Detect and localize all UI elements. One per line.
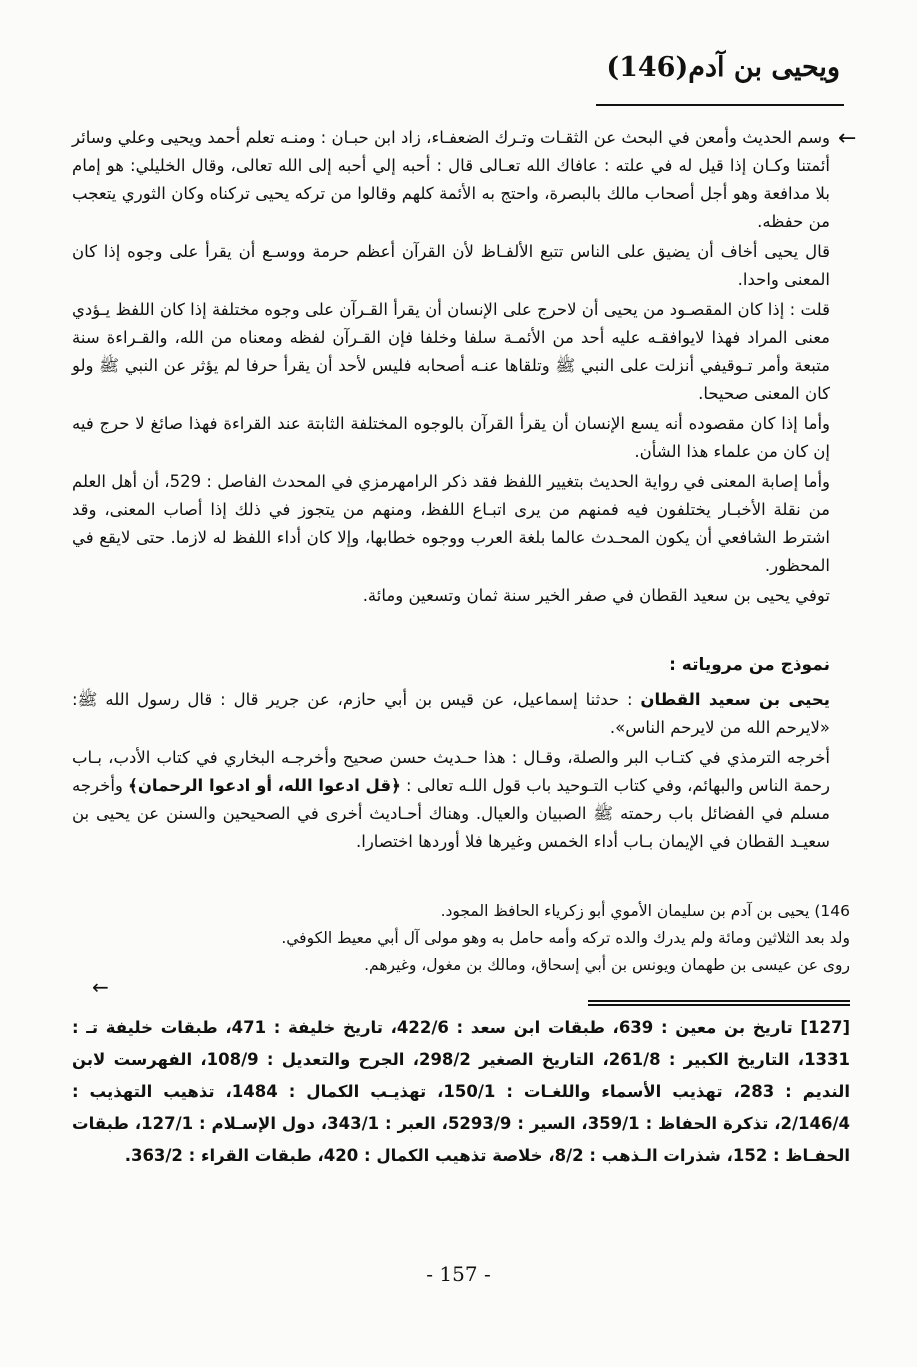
paragraph: توفي يحيى بن سعيد القطان في صفر الخير سنة ثمان وتسعين ومائة. — [362, 586, 830, 605]
continuation-arrow-icon: ← — [838, 126, 857, 151]
footnote-text: يحيى بن آدم بن سليمان الأموي أبو زكرياء الحافظ المجود. — [440, 902, 815, 920]
narrator-name: يحيى بن سعيد القطان — [640, 690, 831, 709]
main-text — [72, 124, 830, 612]
narration-text: : حدثنا إسماعيل، عن قيس بن أبي حازم، عن جرير قال : قال رسول الله ﷺ: «لايرحم الله من لايرحم الناس». — [72, 690, 830, 737]
narration-paragraph — [72, 686, 830, 742]
footnote-line: ولد بعد الثلاثين ومائة ولم يدرك والده تركه وأمه حامل به وهو مولى آل أبي معيط الكوفي. — [281, 929, 850, 947]
takhrij-text-2: وأخرجه مسلم في الفضائل باب رحمته ﷺ الصبيان والعيال. وهناك أحـاديث أخرى في الصحيحين والسنن عن يحيى بن سعيـد القطان في الإيمان بـاب أداء الخمس وغيرها فلا أوردها اختصارا. — [72, 776, 830, 851]
footnote-line: روى عن عيسى بن طهمان ويونس بن أبي إسحاق، ومالك بن مغول، وغيرهم. — [364, 956, 850, 974]
footnote — [72, 898, 850, 979]
references-text: [127] تاريخ بن معين : 639، طبقات ابن سعد : 422/6، تاريخ خليفة : 471، طبقات خليفة تـ : 1331، التاريخ الكبير : 261/8، التاريخ الصغير 298/2، الجرح والتعديل : 108/9، الفهرست لابن النديم : 283، تهذيب الأسماء واللغـات : 150/1، تهذيـب الكمال : 1484، تذهيب التهذيب : 2/146/4، تذكرة الحفاظ : 359/1، السير : 5293/9، العبر : 343/1، دول الإسـلام : 127/1، طبقات الحفـاظ : 152، شذرات الـذهب : 8/2، خلاصة تذهيب الكمال : 420، طبقات القراء : 363/2. — [72, 1018, 850, 1165]
sample-heading: نموذج من مروياته : — [669, 655, 830, 675]
page-header-title: ويحيى بن آدم(146) — [606, 52, 840, 83]
paragraph: قلت : إذا كان المقصـود من يحيى أن لاحرج على الإنسان أن يقرأ القـرآن على وجوه مختلفة إذا كان اللفظ يـؤدي معنى المراد فهذا لايوافقـه عليه أحد من الأئمـة سلفا وخلفا فإن القـرآن لفظه ومعناه من الله، والقـراءة سنة متبعة وأمر تـوقيفي أنزلت على النبي ﷺ وتلقاها عنـه أصحابه فليس لأحد أن يقرأ حرفا لم يؤثر عن النبي ﷺ ولو كان المعنى صحيحا. — [72, 300, 830, 403]
paragraph: وسم الحديث وأمعن في البحث عن الثقـات وتـرك الضعفـاء، زاد ابن حبـان : ومنـه تعلم أحمد ويحيى وعلي وسائر أئمتنا وكـان إذا قيل له في علته : عافاك الله تعـالى قال : أحبه إلي أحبه إلى الله تعالى، وقال الخليلي: هو إمام بلا مدافعة وهو أجل أصحاب مالك بالبصرة، واحتج به الأئمة كلهم وقالوا من تركه يحيى تركناه وكان الثوري يتعجب من حفظه. — [72, 128, 830, 231]
header-rule — [596, 104, 844, 106]
paragraph: وأما إصابة المعنى في رواية الحديث بتغيير اللفظ فقد ذكر الرامهرمزي في المحدث الفاصل : 529، أن أهل العلم من نقلة الأخبـار يختلفون فيه فمنهم من يرى اتبـاع اللفظ، ومنهم من يتجوز في ذلك إذا أصاب المعنى، وقد اشترط الشافعي أن يكون المحـدث عالما بلغة العرب ووجوه خطابها، وإلا كان أداء اللفظ له لازما. حتى لايقع في المحظور. — [72, 472, 830, 575]
references-divider — [588, 1000, 850, 1006]
footnote-line — [72, 898, 850, 925]
footnote-number: 146) — [814, 902, 850, 920]
paragraph: وأما إذا كان مقصوده أنه يسع الإنسان أن يقرأ القرآن بالوجوه المختلفة الثابتة عند القراءة فهذا صائغ لا حرج فيه إن كان من علماء هذا الشأن. — [72, 414, 830, 461]
quran-verse: ﴿قل ادعوا الله، أو ادعوا الرحمان﴾ — [128, 776, 401, 795]
references-block — [72, 1012, 850, 1172]
paragraph: قال يحيى أخاف أن يضيق على الناس تتبع الألفـاظ لأن القرآن أعظم حرمة ووسـع أن يقرأ على وجوه إذا كان المعنى واحدا. — [72, 242, 830, 289]
sample-text — [72, 686, 830, 858]
takhrij-paragraph — [72, 744, 830, 856]
takhrij-text-1: أخرجه الترمذي في كتـاب البر والصلة، وقـال : هذا حـديث حسن صحيح وأخرجـه البخاري في كتاب الأدب، بـاب رحمة الناس والبهائم، وفي كتاب التـوحيد باب قول اللـه تعالى : — [72, 748, 831, 795]
next-page-arrow-icon: ← — [92, 975, 109, 999]
page-number: - 157 - — [426, 1262, 491, 1286]
